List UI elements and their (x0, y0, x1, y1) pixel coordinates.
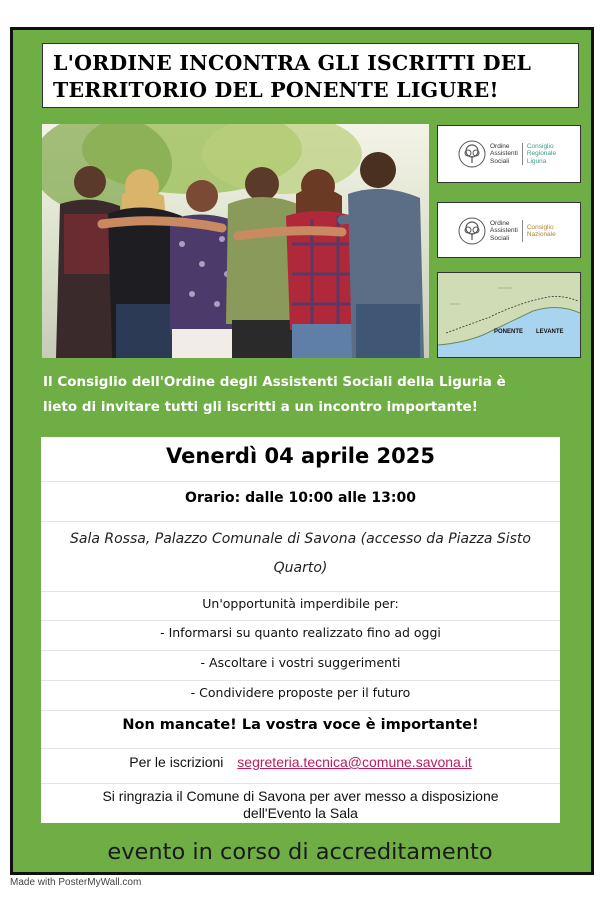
liguria-map (437, 272, 581, 358)
logo-consiglio-nazionale (437, 202, 581, 258)
event-time: Orario: dalle 10:00 alle 13:00 (185, 490, 416, 506)
bullet-item: - Ascoltare i vostri suggerimenti (200, 655, 401, 670)
logo-council-text: Consiglio Regionale Liguria (526, 142, 557, 165)
title-line-1: L'ORDINE INCONTRA GLI ISCRITTI DEL (53, 51, 532, 75)
logo-consiglio-regionale (437, 125, 581, 183)
registration-label: Per le iscrizioni (129, 754, 224, 770)
event-place (41, 525, 560, 583)
event-date: Venerdì 04 aprile 2025 (166, 444, 435, 468)
intro-line-1: Il Consiglio dell'Ordine degli Assistenti Sociali della Liguria è (43, 374, 506, 390)
logo-org-text: Ordine Assistenti Sociali (490, 143, 523, 166)
logo-org-text: Ordine Assistenti Sociali (490, 220, 523, 243)
tree-emblem-icon (458, 217, 486, 245)
divider (41, 481, 560, 482)
liguria-map-image (438, 273, 580, 357)
divider (41, 521, 560, 522)
divider (41, 620, 560, 621)
event-info-panel (41, 437, 560, 823)
opportunity-heading: Un'opportunità imperdibile per: (202, 596, 399, 611)
registration-email-link[interactable]: segreteria.tecnica@comune.savona.it (237, 754, 472, 770)
bullet-item: - Condividere proposte per il futuro (190, 685, 411, 700)
divider (41, 710, 560, 711)
bullet-item: - Informarsi su quanto realizzato fino ad oggi (160, 625, 441, 640)
map-label-ponente: PONENTE (494, 329, 524, 335)
divider (41, 680, 560, 681)
title-box (42, 43, 579, 108)
map-label-levante: LEVANTE (536, 329, 564, 335)
thanks-line-1: Si ringrazia il Comune di Savona per aver messo a disposizione (102, 788, 499, 804)
call-to-action: Non mancate! La vostra voce è importante! (122, 717, 479, 733)
divider (41, 783, 560, 784)
divider (41, 591, 560, 592)
title-line-2: TERRITORIO DEL PONENTE LIGURE! (53, 78, 499, 102)
intro-text (43, 370, 563, 420)
logo-council-text: Consiglio Nazionale (526, 223, 556, 238)
accreditation-note: evento in corso di accreditamento (107, 839, 493, 865)
event-place-line-1: Sala Rossa, Palazzo Comunale di Savona (accesso da Piazza Sisto (70, 531, 531, 547)
tree-emblem-icon (458, 140, 486, 168)
registration-line (41, 752, 560, 772)
divider (41, 748, 560, 749)
divider (41, 650, 560, 651)
thanks-text (41, 788, 560, 822)
intro-line-2: lieto di invitare tutti gli iscritti a un incontro importante! (43, 399, 478, 415)
event-place-line-2: Quarto) (273, 560, 328, 576)
group-photo-image (42, 124, 429, 358)
footer-credit: Made with PosterMyWall.com (10, 877, 142, 888)
group-photo (42, 124, 429, 358)
thanks-line-2: dell'Evento la Sala (243, 805, 358, 821)
